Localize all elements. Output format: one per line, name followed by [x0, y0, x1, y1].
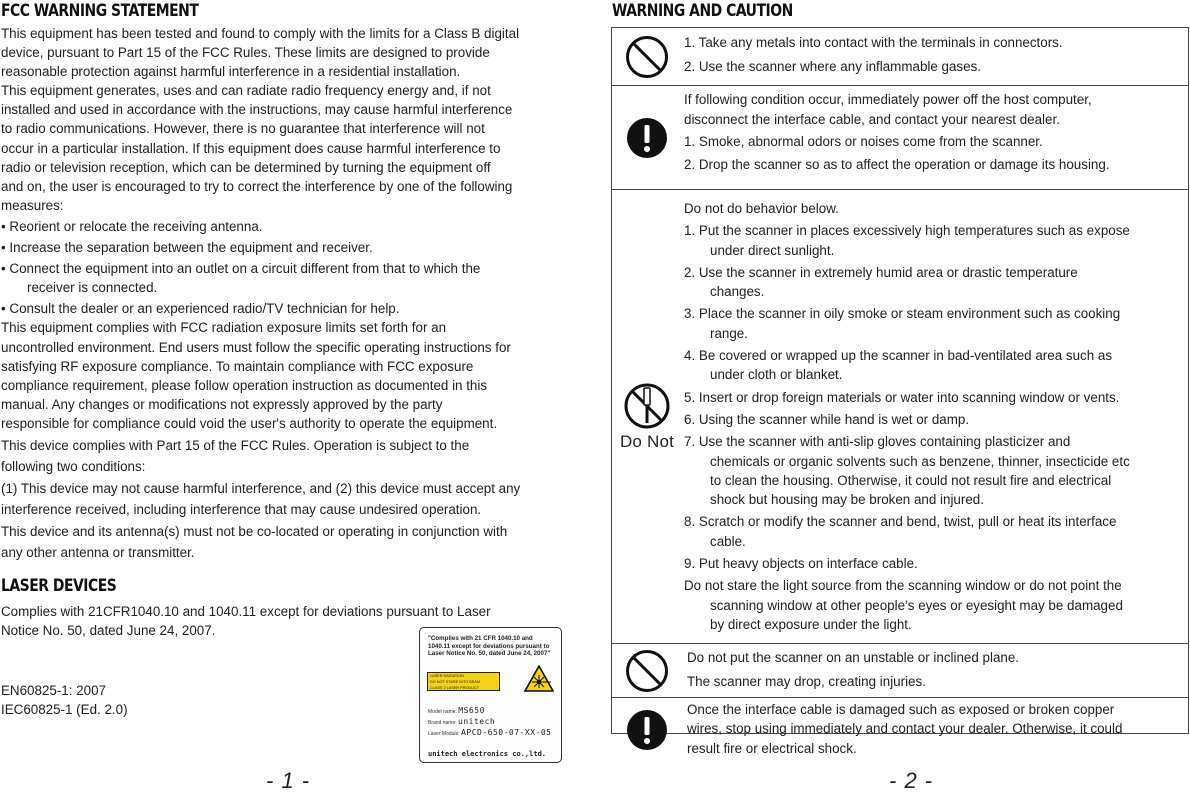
standard-item: EN60825-1: 2007 [1, 683, 106, 698]
warning-line: LASER RADIATION [430, 674, 464, 678]
text-line: measures: [1, 197, 64, 213]
text-line: Notice No. 50, dated June 24, 2007. [1, 623, 216, 639]
text-line: installed and used in accordance with the instructions, may cause harmful interference [1, 102, 513, 118]
warning-text [684, 199, 1186, 634]
brand-value: unitech [458, 717, 496, 726]
text-line: Once the interface cable is damaged such as exposed or broken copper [687, 702, 1115, 717]
warning-table [611, 27, 1189, 756]
bullet-item: • Consult the dealer or an experienced radio/TV technician for help. [1, 301, 400, 317]
warning-row [612, 643, 1188, 697]
bullet-item: • Connect the equipment into an outlet on a circuit different from that to which the [1, 261, 481, 277]
text-line: 7. Use the scanner with anti-slip gloves containing plasticizer and [684, 434, 1071, 450]
page-number-1: - 1 - [266, 768, 311, 792]
laser-compliance-text [1, 602, 491, 640]
bullet-item: • Reorient or relocate the receiving antenna. [1, 218, 263, 234]
standards-list [1, 681, 128, 719]
label-compliance-text [428, 635, 550, 658]
text-line: Do not stare the light source from the scanning window or do not point the [684, 578, 1122, 594]
warning-row [612, 85, 1188, 189]
text-line: Do not do behavior below. [684, 201, 839, 216]
text-line: disconnect the interface cable, and contact your nearest dealer. [684, 111, 1060, 127]
label-text-line: Laser Notice No. 50, dated June 24, 2007" [428, 650, 551, 658]
warning-text [687, 648, 1186, 692]
exclamation-icon [612, 697, 682, 763]
text-line: 9. Put heavy objects on interface cable. [684, 556, 918, 572]
text-line: This equipment has been tested and found to comply with the limits for a Class B digital [1, 26, 520, 41]
text-line: uncontrolled environment. End users must follow the specific operating instructions for [1, 339, 511, 355]
text-line: This device complies with Part 15 of the FCC Rules. Operation is subject to the [1, 437, 470, 453]
laser-warning-box [427, 672, 500, 691]
text-line: occur in a particular installation. If this equipment does cause harmful interference to [1, 140, 501, 156]
bullet-continuation: receiver is connected. [27, 280, 158, 296]
text-line: Complies with 21CFR1040.10 and 1040.11 except for deviations pursuant to Laser [1, 604, 491, 619]
text-line: following two conditions: [1, 459, 146, 475]
text-line: changes. [710, 284, 765, 300]
text-line: chemicals or organic solvents such as benzene, thinner, insecticide etc [710, 453, 1130, 469]
text-line: result fire or electrical shock. [687, 740, 857, 756]
text-line: and on, the user is encouraged to try to correct the interference by one of the following [1, 178, 513, 194]
text-line: 2. Use the scanner where any inflammable gases. [684, 58, 981, 74]
text-line: 5. Insert or drop foreign materials or water into scanning window or vents. [684, 389, 1120, 405]
text-line: 8. Scratch or modify the scanner and bend, twist, pull or heat its interface [684, 514, 1117, 530]
warning-row [612, 189, 1188, 643]
text-line: 2. Drop the scanner so as to affect the operation or damage its housing. [684, 156, 1110, 172]
text-line: 1. Smoke, abnormal odors or noises come from the scanner. [684, 134, 1043, 150]
text-line: cable. [710, 533, 746, 549]
text-line: 1. Put the scanner in places excessively high temperatures such as expose [684, 223, 1130, 239]
label-fields [428, 706, 551, 739]
text-line: reasonable protection against harmful interference in a residential installation. [1, 64, 461, 80]
text-line: device, pursuant to Part 15 of the FCC Rules. These limits are designed to provide [1, 45, 490, 61]
brand-label: Brand name: [428, 720, 457, 726]
do-not-label: Do Not [619, 431, 675, 451]
text-line: This device and its antenna(s) must not be co-located or operating in conjunction with [1, 524, 508, 540]
warning-text [684, 90, 1186, 174]
text-line: The scanner may drop, creating injuries. [687, 673, 926, 689]
warning-line: DO NOT STARE INTO BEAM [430, 679, 480, 684]
text-line: by direct exposure under the light. [710, 616, 912, 632]
text-line: 2. Use the scanner in extremely humid area or drastic temperature [684, 264, 1078, 280]
text-line: (1) This device may not cause harmful interference, and (2) this device must accept any [1, 481, 521, 497]
laser-heading: LASER DEVICES [1, 576, 117, 596]
model-label: Model name: [428, 709, 457, 715]
warning-row [612, 697, 1188, 756]
text-line: to clean the housing. Otherwise, it could not result fire and electrical [710, 472, 1112, 488]
label-footer: unitech electronics co.,ltd. [428, 750, 547, 758]
warning-text [684, 33, 1186, 77]
prohibition-icon [612, 28, 682, 85]
laser-product-label [419, 627, 562, 763]
text-line: 3. Place the scanner in oily smoke or steam environment such as cooking [684, 306, 1121, 322]
text-line: Do not put the scanner on an unstable or inclined plane. [687, 650, 1020, 665]
text-line: radio or television reception, which can be determined by turning the equipment off [1, 159, 491, 175]
text-line: interference received, including interference that may cause undesired operation. [1, 502, 482, 518]
standard-item: IEC60825-1 (Ed. 2.0) [1, 702, 128, 718]
module-value: APCD-650-07-XX-05 [461, 728, 552, 737]
text-line: under cloth or blanket. [710, 367, 843, 383]
fcc-heading: FCC WARNING STATEMENT [1, 1, 199, 21]
bullet-item: • Increase the separation between the equipment and receiver. [1, 240, 373, 256]
text-line: shock but housing may be broken and injured. [710, 492, 984, 508]
text-line: If following condition occur, immediately power off the host computer, [684, 92, 1092, 107]
warning-heading: WARNING AND CAUTION [612, 1, 793, 21]
page-number-2: - 2 - [889, 768, 934, 792]
model-value: MS650 [458, 706, 485, 715]
text-line: under direct sunlight. [710, 242, 835, 258]
text-line: any other antenna or transmitter. [1, 545, 195, 561]
label-text-line: "Complies with 21 CFR 1040.10 and [428, 635, 533, 642]
text-line: 6. Using the scanner while hand is wet or damp. [684, 411, 970, 427]
module-label: Laser Module: [428, 731, 460, 737]
text-line: manual. Any changes or modifications not expressly approved by the party [1, 396, 443, 412]
text-line: This equipment generates, uses and can radiate radio frequency energy and, if not [1, 83, 491, 99]
prohibition-icon [612, 644, 682, 697]
label-text-line: 1040.11 except for deviations pursuant to [428, 642, 550, 650]
text-line: satisfying RF exposure compliance. To maintain compliance with FCC exposure [1, 358, 474, 374]
text-line: range. [710, 325, 748, 341]
text-line: wires, stop using immediately and contact your dealer. Otherwise, it could [687, 721, 1123, 737]
warning-line: CLASS 2 LASER PRODUCT [430, 685, 479, 690]
text-line: scanning window at other people’s eyes or eyesight may be damaged [710, 597, 1123, 613]
exclamation-icon [612, 86, 682, 189]
text-line: responsible for compliance could void the user's authority to operate the equipment. [1, 415, 498, 431]
text-line: to radio communications. However, there is no guarantee that interference will not [1, 121, 485, 137]
warning-text [687, 700, 1186, 758]
laser-hazard-icon [524, 665, 554, 692]
text-line: compliance requirement, please follow operation instruction as documented in this [1, 377, 488, 393]
text-line: This equipment complies with FCC radiation exposure limits set forth for an [1, 320, 447, 336]
do-not-disassemble-icon [612, 190, 682, 643]
text-line: 1. Take any metals into contact with the terminals in connectors. [684, 35, 1063, 50]
fcc-statement [1, 24, 520, 563]
warning-row [612, 28, 1188, 85]
text-line: 4. Be covered or wrapped up the scanner in bad-ventilated area such as [684, 348, 1113, 364]
